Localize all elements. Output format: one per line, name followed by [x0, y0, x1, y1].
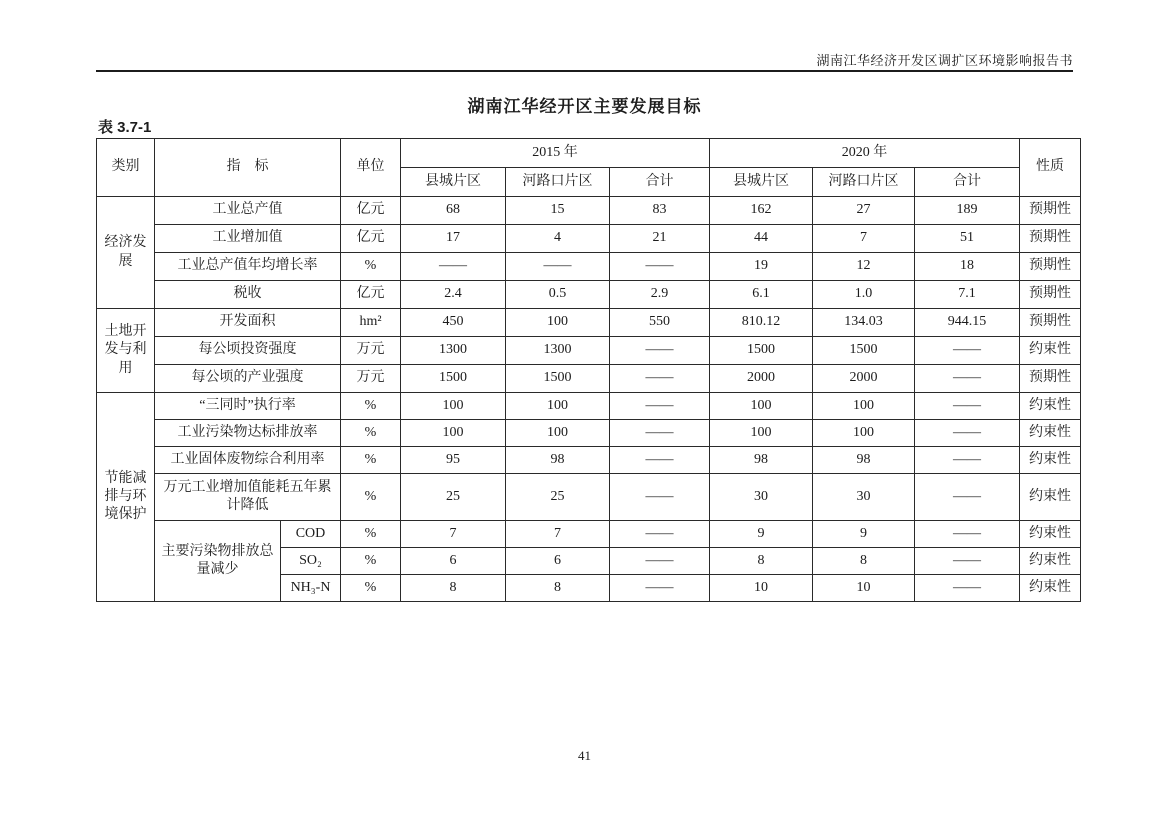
- value-cell: 7.1: [915, 281, 1020, 309]
- value-cell: 21: [610, 225, 710, 253]
- indicator-cell: 工业增加值: [155, 225, 341, 253]
- value-cell: 25: [401, 474, 506, 521]
- value-cell: 2000: [710, 365, 813, 393]
- value-cell: 6.1: [710, 281, 813, 309]
- value-cell: 8: [401, 575, 506, 602]
- value-cell: 100: [813, 420, 915, 447]
- nature-cell: 约束性: [1020, 575, 1081, 602]
- value-cell: 9: [813, 521, 915, 548]
- unit-cell: %: [341, 447, 401, 474]
- table-row: [97, 309, 1081, 337]
- value-cell: 15: [506, 197, 610, 225]
- value-cell: 2.4: [401, 281, 506, 309]
- value-cell: 10: [813, 575, 915, 602]
- value-cell: 944.15: [915, 309, 1020, 337]
- table-header-row: [97, 139, 1081, 168]
- value-cell: 6: [401, 548, 506, 575]
- nature-cell: 约束性: [1020, 474, 1081, 521]
- value-cell: ——: [915, 365, 1020, 393]
- unit-cell: 万元: [341, 365, 401, 393]
- table-row: [97, 474, 1081, 521]
- header-divider: [96, 70, 1073, 72]
- indicator-cell: 工业总产值年均增长率: [155, 253, 341, 281]
- table-row: [97, 281, 1081, 309]
- value-cell: ——: [610, 393, 710, 420]
- table-row: [97, 253, 1081, 281]
- value-cell: 189: [915, 197, 1020, 225]
- value-cell: 18: [915, 253, 1020, 281]
- value-cell: 95: [401, 447, 506, 474]
- unit-cell: %: [341, 521, 401, 548]
- value-cell: 1500: [506, 365, 610, 393]
- category-cell-environment: 节能减排与环境保护: [97, 393, 155, 602]
- nature-cell: 约束性: [1020, 447, 1081, 474]
- value-cell: ——: [915, 575, 1020, 602]
- value-cell: 7: [813, 225, 915, 253]
- value-cell: ——: [401, 253, 506, 281]
- value-cell: 0.5: [506, 281, 610, 309]
- value-cell: ——: [610, 548, 710, 575]
- indicator-cell: 工业总产值: [155, 197, 341, 225]
- value-cell: ——: [610, 365, 710, 393]
- value-cell: 25: [506, 474, 610, 521]
- pollutant-group-cell: 主要污染物排放总量减少: [155, 521, 281, 602]
- value-cell: ——: [506, 253, 610, 281]
- value-cell: 83: [610, 197, 710, 225]
- value-cell: 1500: [401, 365, 506, 393]
- value-cell: 51: [915, 225, 1020, 253]
- value-cell: 7: [401, 521, 506, 548]
- category-cell-economy: 经济发展: [97, 197, 155, 309]
- value-cell: 8: [813, 548, 915, 575]
- indicator-cell: 每公顷投资强度: [155, 337, 341, 365]
- nature-cell: 预期性: [1020, 309, 1081, 337]
- unit-cell: 亿元: [341, 281, 401, 309]
- nature-cell: 预期性: [1020, 281, 1081, 309]
- nature-cell: 约束性: [1020, 420, 1081, 447]
- col-header-total-2015: 合计: [610, 168, 710, 197]
- col-header-district-b-2015: 河路口片区: [506, 168, 610, 197]
- nature-cell: 预期性: [1020, 365, 1081, 393]
- value-cell: 810.12: [710, 309, 813, 337]
- col-header-year-2015: 2015 年: [401, 139, 710, 168]
- value-cell: 1300: [506, 337, 610, 365]
- value-cell: 450: [401, 309, 506, 337]
- table-row: [97, 197, 1081, 225]
- value-cell: 8: [506, 575, 610, 602]
- value-cell: 17: [401, 225, 506, 253]
- col-header-district-a-2015: 县城片区: [401, 168, 506, 197]
- page-title: 湖南江华经开区主要发展目标: [467, 97, 702, 116]
- value-cell: 1300: [401, 337, 506, 365]
- value-cell: 100: [710, 420, 813, 447]
- value-cell: ——: [915, 420, 1020, 447]
- value-cell: 98: [506, 447, 610, 474]
- unit-cell: %: [341, 420, 401, 447]
- unit-cell: 亿元: [341, 197, 401, 225]
- value-cell: 162: [710, 197, 813, 225]
- unit-cell: %: [341, 575, 401, 602]
- value-cell: ——: [915, 474, 1020, 521]
- value-cell: ——: [915, 393, 1020, 420]
- table-row: [97, 447, 1081, 474]
- value-cell: 68: [401, 197, 506, 225]
- indicator-cell: 税收: [155, 281, 341, 309]
- unit-cell: hm²: [341, 309, 401, 337]
- nature-cell: 约束性: [1020, 548, 1081, 575]
- unit-cell: %: [341, 253, 401, 281]
- table-label: 表 3.7-1: [98, 119, 152, 136]
- table-row: [97, 365, 1081, 393]
- indicator-cell: 万元工业增加值能耗五年累计降低: [155, 474, 341, 521]
- value-cell: 1500: [813, 337, 915, 365]
- value-cell: 98: [710, 447, 813, 474]
- page-number: 41: [578, 748, 591, 763]
- value-cell: 134.03: [813, 309, 915, 337]
- value-cell: 19: [710, 253, 813, 281]
- unit-cell: 万元: [341, 337, 401, 365]
- value-cell: 100: [506, 309, 610, 337]
- col-header-district-a-2020: 县城片区: [710, 168, 813, 197]
- nature-cell: 约束性: [1020, 521, 1081, 548]
- value-cell: 98: [813, 447, 915, 474]
- indicator-cell: 工业固体废物综合利用率: [155, 447, 341, 474]
- value-cell: 100: [506, 393, 610, 420]
- value-cell: ——: [915, 337, 1020, 365]
- value-cell: ——: [610, 253, 710, 281]
- value-cell: ——: [915, 447, 1020, 474]
- table-row: [97, 337, 1081, 365]
- value-cell: ——: [610, 337, 710, 365]
- value-cell: 6: [506, 548, 610, 575]
- value-cell: 7: [506, 521, 610, 548]
- value-cell: 9: [710, 521, 813, 548]
- nature-cell: 约束性: [1020, 337, 1081, 365]
- value-cell: 8: [710, 548, 813, 575]
- value-cell: 27: [813, 197, 915, 225]
- col-header-nature: 性质: [1020, 139, 1081, 197]
- col-header-unit: 单位: [341, 139, 401, 197]
- value-cell: ——: [915, 548, 1020, 575]
- value-cell: ——: [610, 447, 710, 474]
- indicator-cell: 每公顷的产业强度: [155, 365, 341, 393]
- value-cell: 1500: [710, 337, 813, 365]
- unit-cell: 亿元: [341, 225, 401, 253]
- nature-cell: 预期性: [1020, 253, 1081, 281]
- sub-indicator-cell: COD: [281, 521, 341, 548]
- value-cell: 44: [710, 225, 813, 253]
- col-header-total-2020: 合计: [915, 168, 1020, 197]
- nature-cell: 约束性: [1020, 393, 1081, 420]
- value-cell: ——: [610, 521, 710, 548]
- value-cell: 100: [401, 393, 506, 420]
- value-cell: 550: [610, 309, 710, 337]
- value-cell: 2000: [813, 365, 915, 393]
- value-cell: 100: [813, 393, 915, 420]
- unit-cell: %: [341, 474, 401, 521]
- col-header-district-b-2020: 河路口片区: [813, 168, 915, 197]
- value-cell: 2.9: [610, 281, 710, 309]
- nature-cell: 预期性: [1020, 225, 1081, 253]
- sub-indicator-cell: SO₂: [281, 548, 341, 575]
- unit-cell: %: [341, 548, 401, 575]
- col-header-indicator: 指 标: [155, 139, 341, 197]
- col-header-year-2020: 2020 年: [710, 139, 1020, 168]
- sub-indicator-cell: NH₃-N: [281, 575, 341, 602]
- value-cell: 30: [710, 474, 813, 521]
- nature-cell: 预期性: [1020, 197, 1081, 225]
- value-cell: 1.0: [813, 281, 915, 309]
- value-cell: ——: [610, 474, 710, 521]
- value-cell: 4: [506, 225, 610, 253]
- value-cell: ——: [610, 420, 710, 447]
- table-row: [97, 225, 1081, 253]
- value-cell: 100: [506, 420, 610, 447]
- category-cell-land: 土地开发与利用: [97, 309, 155, 393]
- value-cell: 100: [710, 393, 813, 420]
- indicator-cell: 开发面积: [155, 309, 341, 337]
- value-cell: 12: [813, 253, 915, 281]
- development-goals-table: [96, 138, 1081, 602]
- value-cell: 100: [401, 420, 506, 447]
- table-row: [97, 521, 1081, 548]
- value-cell: 30: [813, 474, 915, 521]
- table-row: [97, 420, 1081, 447]
- value-cell: ——: [915, 521, 1020, 548]
- value-cell: ——: [610, 575, 710, 602]
- indicator-cell: “三同时”执行率: [155, 393, 341, 420]
- value-cell: 10: [710, 575, 813, 602]
- unit-cell: %: [341, 393, 401, 420]
- indicator-cell: 工业污染物达标排放率: [155, 420, 341, 447]
- running-header: 湖南江华经济开发区调扩区环境影响报告书: [816, 53, 1073, 68]
- col-header-category: 类别: [97, 139, 155, 197]
- table-row: [97, 393, 1081, 420]
